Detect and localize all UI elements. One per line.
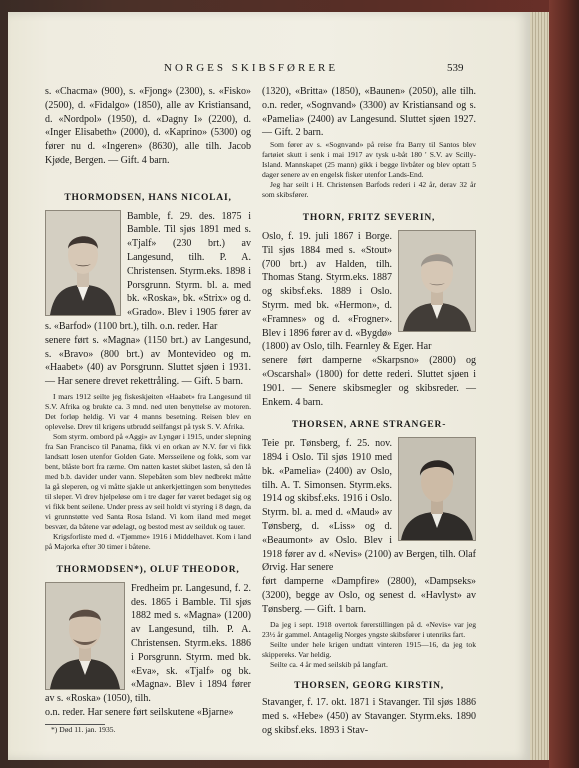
portrait-photo [45,582,125,690]
footnote: *) Død 11. jan. 1935. [51,724,116,734]
entry-heading: THORSEN, GEORG KIRSTIN, [294,680,444,691]
portrait-photo [45,210,121,316]
entry-body: Fredheim pr. Langesund, f. 2. des. 1865 i Bamble. Til sjøs 1882 med s. «Magna» (1200) av Langesund, tilh. P. A. Christensen. Styrm.eks. 1886 i Porsgrunn. Styrm. med bk. «Eva», sk. «Tjalf» og bk. «Magna». Blev i 1894 fører av s. «Roska» (1050), tilh. [45,582,251,705]
entry-note: Seilte ca. 4 år med seilskib på langfart. [270,659,388,669]
entry-heading: THORMODSEN*), OLUF THEODOR, [56,564,240,575]
entry-continuation: (1320), «Britta» (1850), «Baunen» (2050), alle tilh. o.n. reder, «Sognvand» (3300) av Kristiansand og s. «Pamelia» (2400) av Langesund. Sluttet sjøen 1927. — Gift. 2 barn. [262,86,476,139]
entry-body: Bamble, f. 29. des. 1875 i Bamble. Til sjøs 1891 med s. «Tjalf» (230 brt.) av Langesund, tilh. P. A. Christensen. Styrm.eks. 1898 i Porsgrunn. Styrm. bl. a. med bk. «Roska», bk. «Strix» og d. «Grado». Blev i 1905 fører av s. «Barfod» (1100 brt.), tilh. o.n. reder. Har [45,210,251,332]
entry-body: Teie pr. Tønsberg, f. 25. nov. 1894 i Oslo. Til sjøs 1910 med bk. «Pamelia» (2400) av Oslo, tilh. A. T. Simonsen. Styrm.eks. 1914 og skibsf.eks. 1916 i Oslo. Styrm. bl. a. med d. «Maud» av Tønsberg, d. «Liss» og d. «Beaumont» av Oslo. Blev i 1918 fører av d. «Nevis» (2100) av Bergen, tilh. Olaf Ørvig. Har senere [262,438,476,574]
entry-note: Jeg har seilt i H. Christensen Barfods rederi i 42 år, derav 32 år som skibsfører. [262,180,476,200]
entry-note: Som styrm. ombord på «Aggi» av Lyngør i 1915, under slepning fra San Francisco til Panama, fikk vi en orkan av N.V. før vi fikk landsatt losen utenfor Golden Gate. Mersseilene og fokk, som var bent, blåste bort fra rærne. Om natten kastet skibet lasten, så den lå med b.b. davider under vann. Slepebåten som blev nedbrekt måtte la gå sleperen, og vi måtte sjakle ut ankerkjettingen som benyttedes til sleper. Vi drev hjelpeløse om i tre dager før været bedaget sig og vi fikk bent seilene. Under press av seil holdt vi styring i 8 døgn, da vi grunnstøtte ved Santa Rosa Island. Vi kom iland med meget besvær, da båtene var ødelagt, og bestod mest av seilduk og tauer. [45,431,251,531]
entry-heading: THORSEN, ARNE STRANGER- [291,420,447,431]
entry-heading: THORMODSEN, HANS NICOLAI, [64,192,232,203]
book-spine [549,0,579,768]
portrait-photo [398,230,476,332]
page-number: 539 [447,62,464,74]
entry-note: Krigsforliste med d. «Tjømme» 1916 i Middelhavet. Kom i land på Majorka efter 30 timer i båtene. [45,531,251,551]
portrait-photo [398,437,476,541]
entry-body: Oslo, f. 19. juli 1867 i Borge. Til sjøs 1884 med s. «Stout» (700 brt.) av Halden, tilh. Thomas Stang. Styrm.eks. 1887 og skibsf.eks. 1889 i Oslo. Styrm. med bk. «Hermon», d. «Framnes» og d. «Frogner». Blev i 1896 fører av d. «Bygdø» (1800) av Oslo, tilh. Fearnley & Eger. Har [262,230,432,353]
entry-body: senere ført damperne «Skarpsno» (2800) og «Oscarshal» (1800) for dette rederi. Sluttet sjøen i 1901. — Senere skibsmegler og skibsreder. — Enkem. 4 barn. [262,355,476,408]
entry-note: Da jeg i sept. 1918 overtok førerstillingen på d. «Nevis» var jeg 23½ år gammel. Antagelig Norges yngste skibsfører i utenriks fart. [262,619,476,639]
book-page [8,12,530,760]
entry-body: o.n. reder. Har senere ført seilskutene «Bjarne» [45,706,234,718]
running-header: NORGES SKIBSFØRERE [164,62,339,74]
left-column [45,85,251,735]
entry-body: Stavanger, f. 17. okt. 1871 i Stavanger. Til sjøs 1886 med s. «Hebe» (450) av Stavanger. Styrm.eks. 1890 og skibsf.eks. 1893 i Stav- [262,697,476,736]
page-edges [527,12,549,760]
right-column [262,85,476,738]
entry-note: Seilte under hele krigen undtatt vinteren 1915—16, da jeg tok skippereks. Var heldig. [262,639,476,659]
entry-heading: THORN, FRITZ SEVERIN, [302,213,436,224]
entry-body: senere ført s. «Magna» (1150 brt.) av Langesund, s. «Bravo» (800 brt.) av Montevideo og m. «Haabet» (40) av Porsgrunn. Sluttet sjøen i 1931. — Har senere drevet rekettråling. — Gift. 5 barn. [45,334,251,388]
entry-note: I mars 1912 seilte jeg fiskeskjøiten «Haabet» fra Langesund til S.V. Afrika og brukte ca. 3 mnd. ned uten benyttelse av motoren. Det forløp heldig. Vi var 4 manns besetning. Reisen blev en oplevelse. Drev til krigens utbrudd seilfangst på tysk S. V. Afrika. [45,391,251,431]
entry-body: ført damperne «Dampfire» (2800), «Dampseks» (3200), begge av Oslo, og senest d. «Havlyst» av Tønsberg. — Gift. 1 barn. [262,576,476,615]
entry-note: Som fører av s. «Sognvand» på reise fra Barry til Santos blev fartøiet skutt i senk i mai 1917 av tysk u-båt 180 ' S.V. av Scilly-Island. Mannskapet (25 mann) gikk i begge livbåter og blev optatt 5 dager senere av en engelsk fisker utenfor Lands-End. [262,140,476,180]
entry-continuation: s. «Chacma» (900), s. «Fjong» (2300), s. «Fisko» (2500), d. «Fidalgo» (1850), alle av Kristiansand, d. «Nordpol» (1950), d. «Dagny I» (2200), d. «Inger Elisabeth» (2000), d. «Kaprino» (5300) og fører nu d. «Ingeren» (8630), alle tilh. Jacob Kjøde, Bergen. — Gift. 4 barn. [45,86,251,166]
